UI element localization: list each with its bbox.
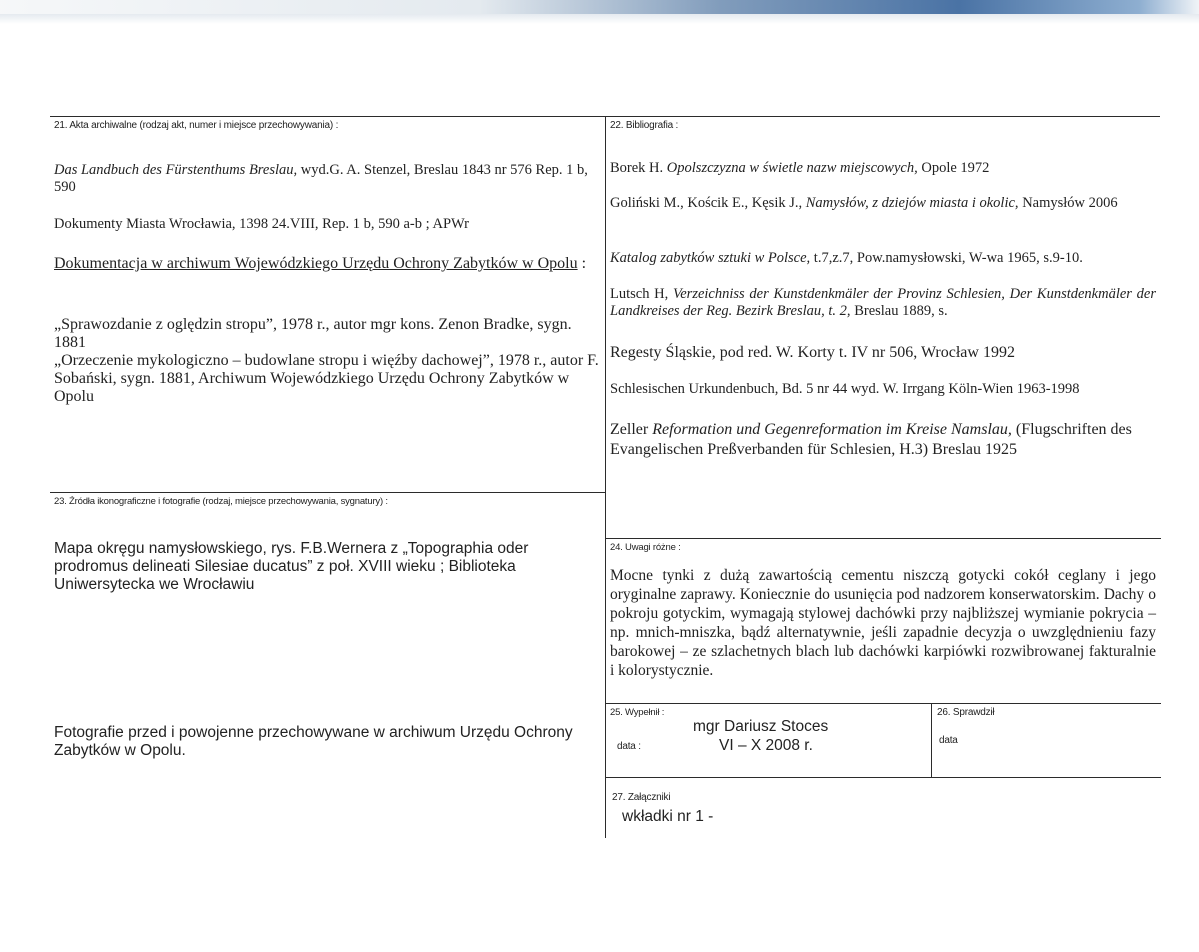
section-27-top-line [605, 777, 1161, 778]
bib-author: Borek H. [610, 160, 667, 176]
bib-author: Zeller [610, 421, 653, 438]
bibliography-borek [610, 160, 1158, 177]
section-25-top-line [605, 703, 1161, 704]
archive-entry-landbuch-details: wyd.G. A. Stenzel, Breslau 1843 nr 576 Rep. 1 b, 590 [54, 162, 588, 195]
section-25-26-divider [931, 703, 932, 777]
section-22-label: 22. Bibliografia : [610, 120, 679, 131]
scan-shadow [0, 14, 1199, 24]
archive-entry-orzeczenie: „Orzeczenie mykologiczno – budowlane stropu i więźby dachowej”, 1978 r., autor F. Sobański, sygn. 1881, Archiwum Wojewódzkiego Urzędu Ochrony Zabytków w Opolu [54, 352, 599, 405]
archive-entry-landbuch-title: Das Landbuch des Fürstenthums Breslau, [54, 162, 298, 178]
bib-author: Lutsch H, [610, 286, 673, 302]
archive-entry-sprawozdanie: „Sprawozdanie z oględzin stropu”, 1978 r., autor mgr kons. Zenon Bradke, sygn. 1881 [54, 316, 572, 351]
bib-author: Goliński M., Kościk E., Kęsik J., [610, 195, 806, 211]
scan-top-edge [0, 0, 1199, 14]
attachments-text: wkładki nr 1 - [622, 808, 714, 825]
remarks-text: Mocne tynki z dużą zawartością cementu niszczą gotycki cokół ceglany i jego oryginalne zaprawy. Koniecznie do usunięcia pod nadzorem konserwatorskim. Dachy o pokroju gotyckim, wymagają stylowej dachówki przy najbliższej wymianie pokrycia – np. mnich-mniszka, bądź alternatywnie, jeśli zapadnie decyzja o uwzględnieniu fazy barokowej – ze szlachetnych blach lub dachówki karpiówki rozwibrowanej fakturalnie i kolorystycznie. [610, 567, 1156, 679]
section-26-date-label: data [939, 735, 958, 746]
bibliography-zeller [610, 420, 1158, 460]
archive-heading-colon: : [577, 255, 587, 272]
archive-entry-dokumenty: Dokumenty Miasta Wrocławia, 1398 24.VIII, Rep. 1 b, 590 a-b ; APWr [54, 216, 469, 232]
section-26-label: 26. Sprawdził [937, 707, 995, 718]
iconography-photos-entry: Fotografie przed i powojenne przechowywane w archiwum Urzędu Ochrony Zabytków w Opolu. [54, 724, 573, 759]
filled-by-name: mgr Dariusz Stoces [693, 718, 829, 735]
bib-title: Reformation und Gegenreformation im Kreise Namslau, [652, 421, 1012, 438]
section-25-date-label: data : [617, 741, 641, 752]
section-23-top-line [50, 492, 606, 493]
bib-title: Namysłów, z dziejów miasta i okolic, [805, 195, 1019, 211]
archive-entry-heading [54, 255, 602, 273]
section-25-label: 25. Wypełnił : [610, 707, 665, 718]
section-24-label: 24. Uwagi różne : [610, 542, 681, 553]
archive-documentation-heading: Dokumentacja w archiwum Wojewódzkiego Urzędu Ochrony Zabytków w Opolu [54, 255, 578, 272]
column-divider [605, 116, 606, 838]
bibliography-regesty: Regesty Śląskie, pod red. W. Korty t. IV nr 506, Wrocław 1992 [610, 344, 1015, 361]
bibliography-urkundenbuch: Schlesischen Urkundenbuch, Bd. 5 nr 44 wyd. W. Irrgang Köln-Wien 1963-1998 [610, 381, 1080, 397]
bib-details: Breslau 1889, s. [850, 303, 948, 319]
bib-details: t.7,z.7, Pow.namysłowski, W-wa 1965, s.9-10. [810, 250, 1083, 266]
bib-details: Namysłów 2006 [1018, 195, 1118, 211]
section-21-label: 21. Akta archiwalne (rodzaj akt, numer i miejsce przechowywania) : [54, 120, 339, 131]
bib-title: Verzeichniss der Kunstdenkmäler der Provinz Schlesien, Der Kunstdenkmäler der Landkreises der Reg. Bezirk Breslau, t. 2, [610, 286, 1156, 319]
section-27-label: 27. Załączniki [612, 792, 671, 803]
bibliography-lutsch [610, 286, 1156, 320]
section-24-top-line [605, 538, 1161, 539]
bib-details: Opole 1972 [917, 160, 990, 176]
bibliography-golinski [610, 195, 1158, 212]
bib-title: Katalog zabytków sztuki w Polsce, [610, 250, 811, 266]
bibliography-katalog [610, 250, 1158, 267]
bib-title: Opolszczyzna w świetle nazw miejscowych, [666, 160, 918, 176]
bib-details: (Flugschriften des Evangelischen Preßverbanden für Schlesien, H.3) Breslau 1925 [610, 421, 1132, 458]
section-23-label: 23. Źródła ikonograficzne i fotografie (rodzaj, miejsce przechowywania, sygnatury) : [54, 496, 388, 507]
archive-entry-landbuch [54, 162, 602, 196]
filled-date: VI – X 2008 r. [719, 737, 813, 754]
iconography-map-entry: Mapa okręgu namysłowskiego, rys. F.B.Wernera z „Topographia oder prodromus delineati Silesiae ducatus” z poł. XVIII wieku ; Biblioteka Uniwersytecka we Wrocławiu [54, 540, 529, 593]
